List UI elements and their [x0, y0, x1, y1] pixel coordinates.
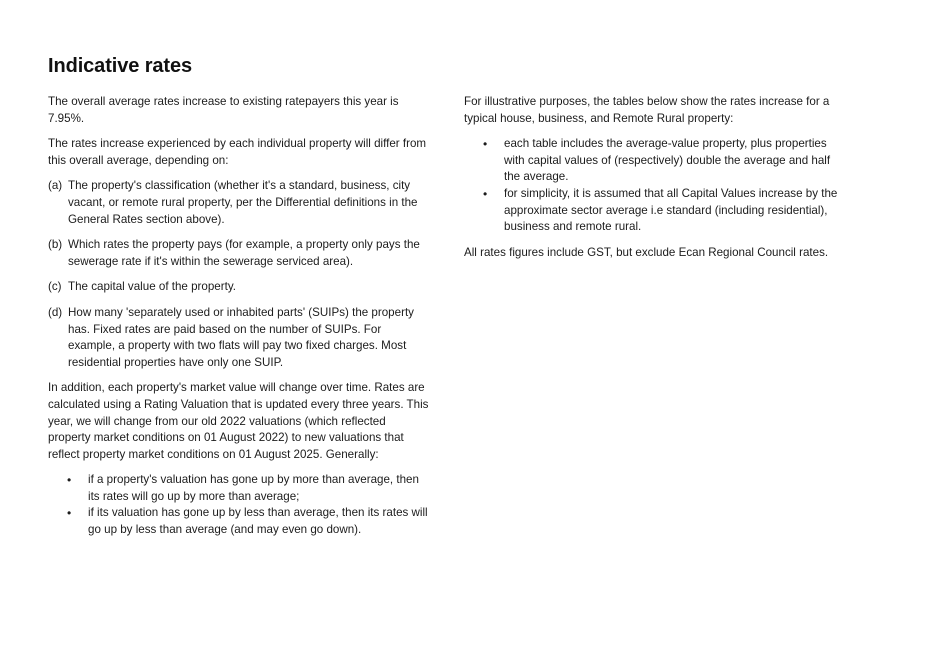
factor-item-a	[48, 178, 430, 228]
list-marker: (b)	[48, 238, 63, 252]
factor-item-d	[48, 305, 430, 371]
valuation-bullet-list	[48, 472, 430, 538]
factors-list	[48, 178, 430, 371]
list-item-text: each table includes the average-value property, plus properties with capital values of (respectively) double the average and half the average.	[504, 137, 831, 184]
illustrative-paragraph: For illustrative purposes, the tables below show the rates increase for a typical house, business, and Remote Rural property:	[464, 95, 830, 125]
factor-item-b	[48, 237, 430, 270]
list-item-text: if a property's valuation has gone up by more than average, then its rates will go up by more than average;	[88, 473, 419, 503]
list-item-text: Which rates the property pays (for example, a property only pays the sewerage rate if it's within the sewerage serviced area).	[68, 238, 420, 268]
page-title: Indicative rates	[48, 55, 193, 77]
tables-bullet-list	[464, 136, 844, 236]
left-column	[48, 94, 430, 548]
right-column	[464, 94, 844, 270]
bullet-icon: •	[483, 137, 488, 152]
list-item-text: The capital value of the property.	[68, 280, 236, 294]
list-item	[464, 186, 844, 236]
factor-item-c	[48, 279, 430, 296]
list-item-text: How many 'separately used or inhabited parts' (SUIPs) the property has. Fixed rates are paid based on the number of SUIPs. For example, a property with two flats will pay two fixed charges. Most residential properties have only one SUIP.	[68, 305, 414, 369]
list-marker: (d)	[48, 305, 63, 319]
list-item	[48, 505, 430, 538]
gst-note-paragraph: All rates figures include GST, but exclude Ecan Regional Council rates.	[464, 245, 829, 259]
average-increase-paragraph: The overall average rates increase to existing ratepayers this year is 7.95%.	[48, 95, 399, 125]
list-item-text: for simplicity, it is assumed that all Capital Values increase by the approximate sector average i.e standard (including residential), business and remote rural.	[504, 186, 838, 234]
bullet-icon: •	[67, 506, 72, 521]
list-item	[464, 136, 844, 186]
list-marker: (c)	[48, 280, 62, 294]
list-item-text: The property's classification (whether it's a standard, business, city vacant, or remote rural property, per the Differential definitions in the General Rates section above).	[68, 179, 418, 226]
list-item-text: if its valuation has gone up by less than average, then its rates will go up by less than average (and may even go down).	[88, 506, 428, 537]
market-value-paragraph: In addition, each property's market value will change over time. Rates are calculated using a Rating Valuation that is updated every three years. This year, we will change from our old 2022 valuations (which reflected property market conditions on 01 August 2022) to new valuations that reflect property market conditions on 01 August 2025. Generally:	[48, 381, 429, 461]
list-item	[48, 472, 430, 505]
bullet-icon: •	[67, 473, 72, 488]
differ-paragraph: The rates increase experienced by each individual property will differ from this overall average, depending on:	[48, 137, 427, 167]
list-marker: (a)	[48, 179, 63, 193]
bullet-icon: •	[483, 186, 488, 201]
